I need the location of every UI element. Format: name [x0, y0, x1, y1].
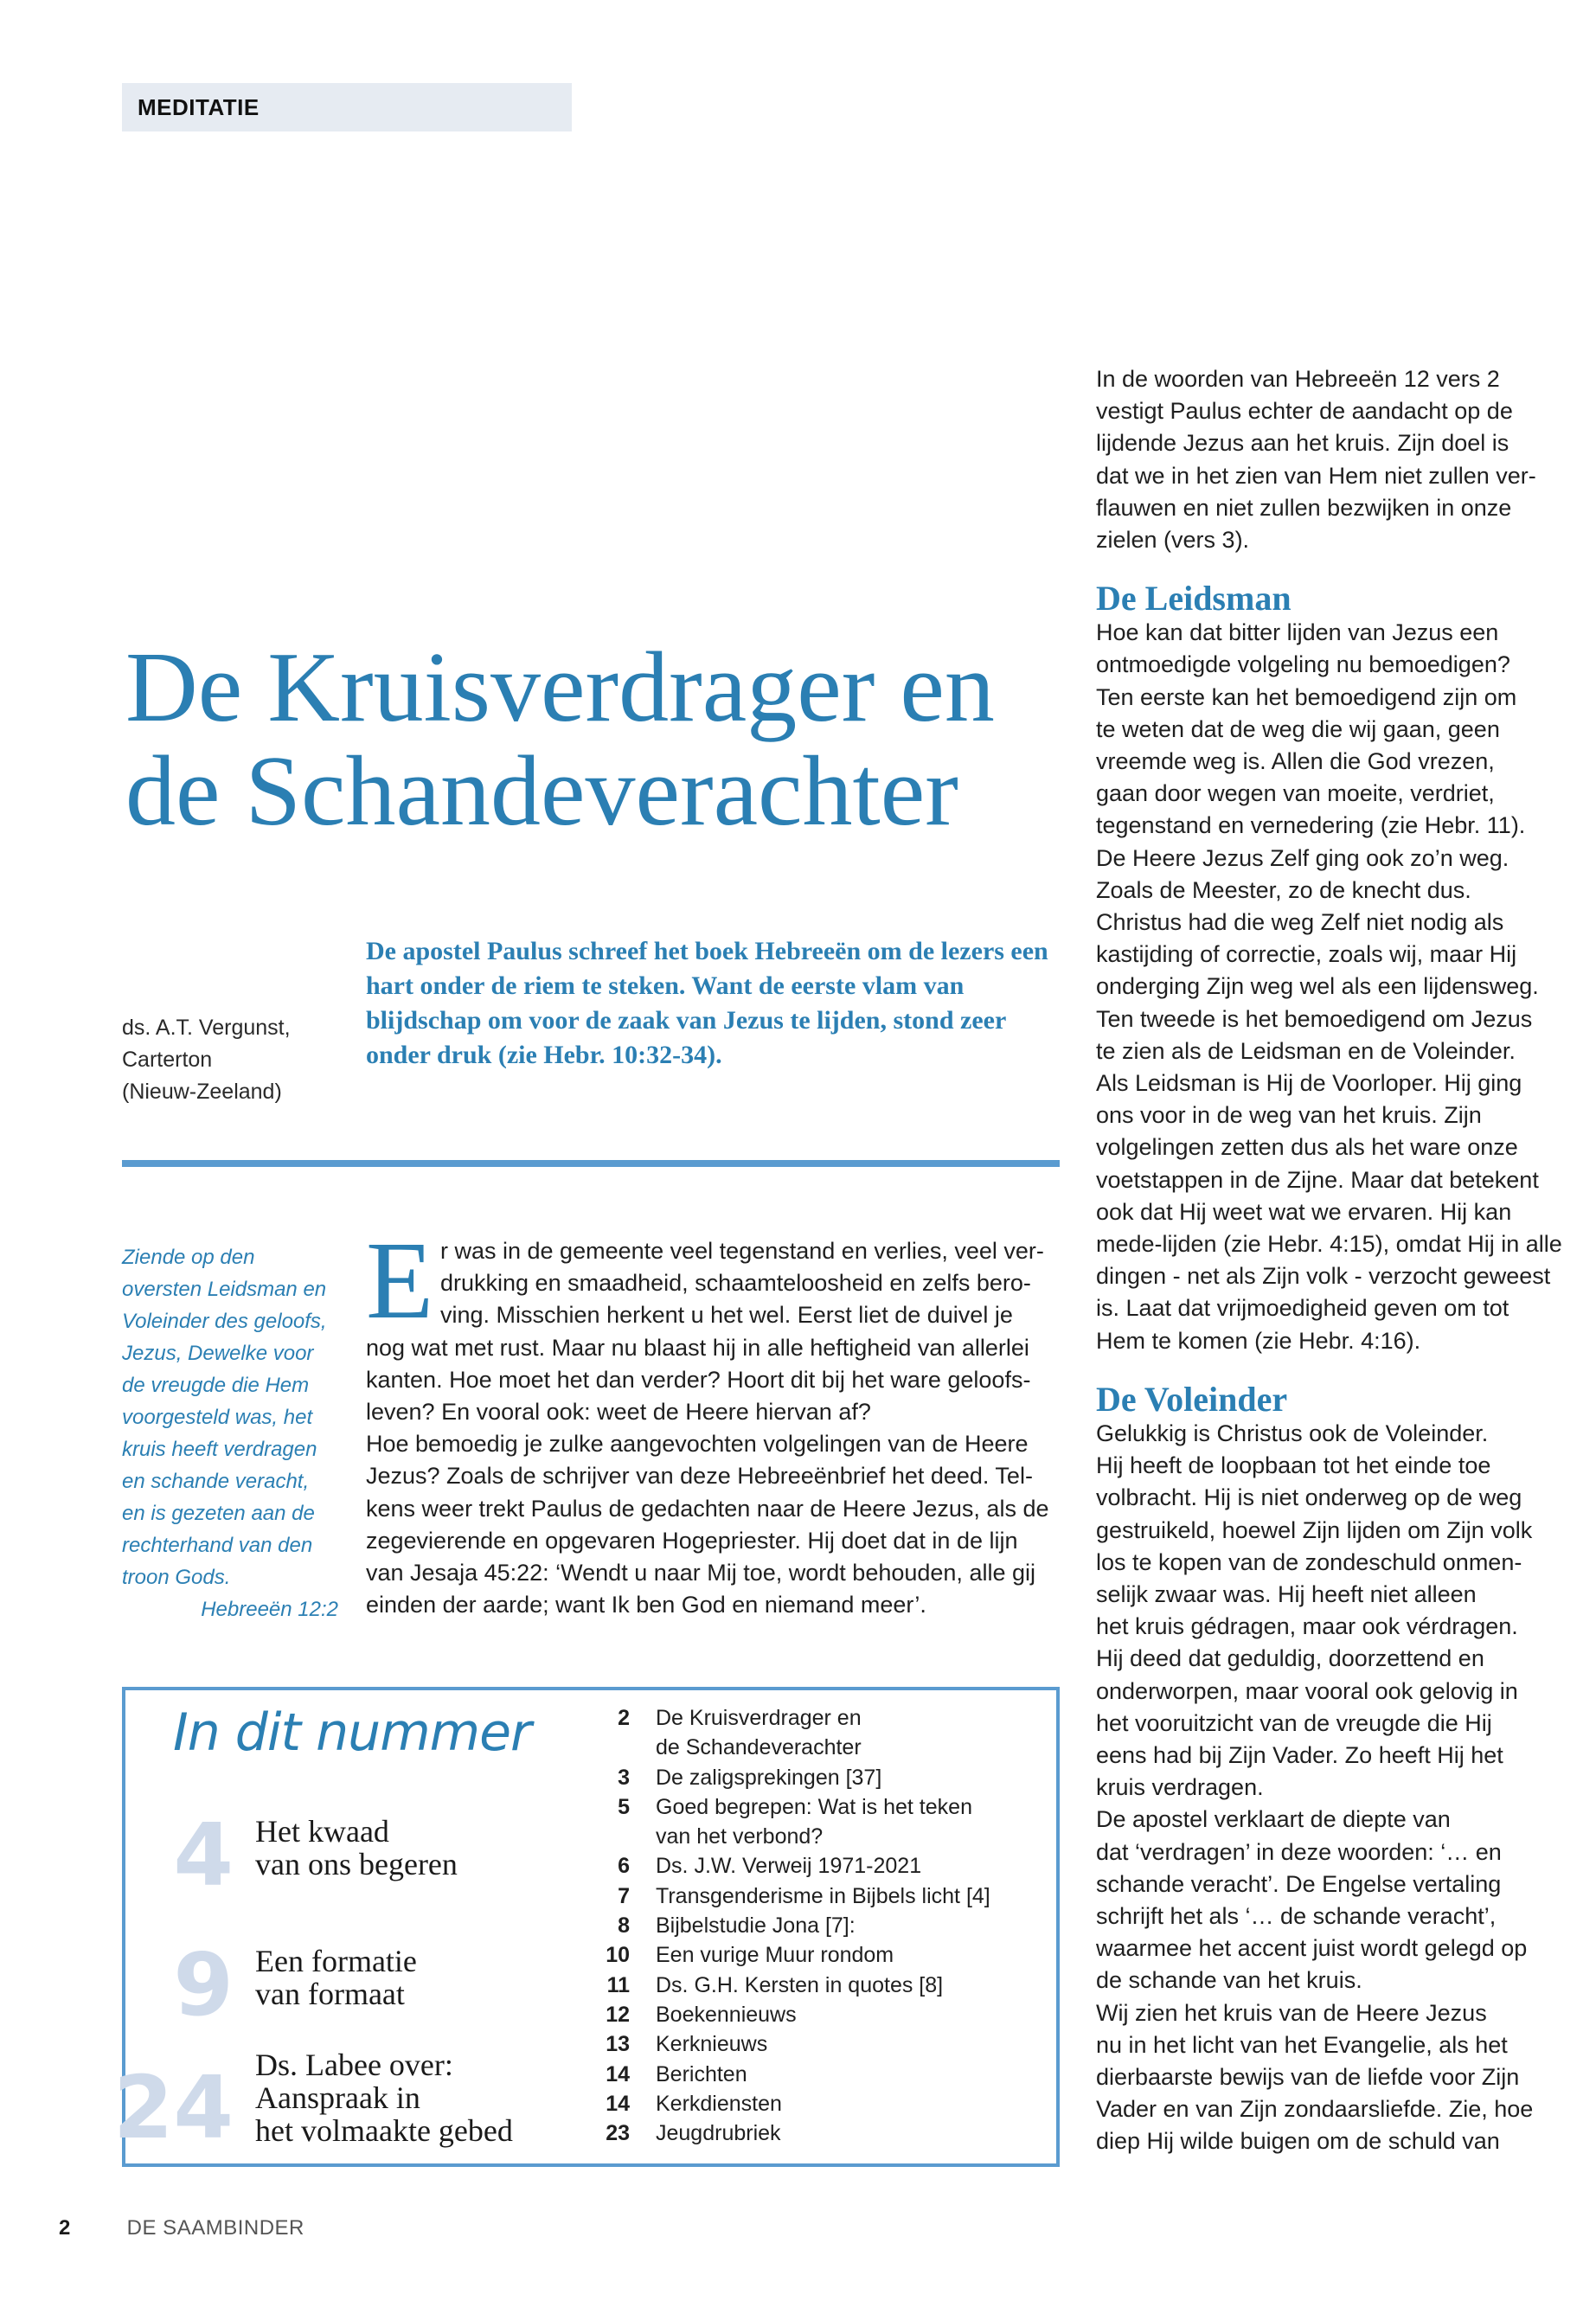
column-line: eens had bij Zijn Vader. Zo heeft Hij het: [1096, 1741, 1503, 1768]
drop-cap: E: [366, 1219, 434, 1342]
column-line: diep Hij wilde buigen om de schuld van: [1096, 2128, 1500, 2155]
page-number: 2: [59, 2216, 71, 2240]
feature-page-number: 4: [173, 1804, 234, 1906]
toc-page: 10: [606, 1943, 630, 1968]
quote-line: Ziende op den: [122, 1246, 255, 1269]
feature-line: Het kwaad: [255, 1814, 389, 1849]
toc-title-line: Ds. G.H. Kersten in quotes [8]: [656, 1972, 944, 1997]
toc-page: 14: [606, 2061, 630, 2086]
toc-page: 5: [618, 1794, 630, 1819]
toc-feature[interactable]: [130, 1934, 580, 2041]
toc-title-line: Bijbelstudie Jona [7]:: [656, 1913, 856, 1939]
column-line: volbracht. Hij is niet onderweg op de weg: [1096, 1484, 1522, 1511]
column-line: vestigt Paulus echter de aandacht op de: [1096, 398, 1513, 425]
column-line: dingen - net als Zijn volk - verzocht geweest: [1096, 1263, 1551, 1290]
feature-line: van formaat: [255, 1977, 405, 2011]
intro-paragraph: [1096, 363, 1546, 556]
feature-title: [255, 1945, 417, 2010]
column-line: het kruis gédragen, maar ook vérdragen.: [1096, 1613, 1518, 1640]
column-line: mede-lijden (zie Hebr. 4:15), omdat Hij in alle: [1096, 1231, 1562, 1258]
body-line: r was in de gemeente veel tegenstand en verlies, veel ver-: [440, 1238, 1044, 1264]
toc-page: 12: [606, 2002, 630, 2027]
column-line: Hem te komen (zie Hebr. 4:16).: [1096, 1327, 1421, 1354]
magazine-name: DE SAAMBINDER: [126, 2216, 304, 2240]
column-line: te weten dat de weg die wij gaan, geen: [1096, 715, 1500, 742]
feature-line: Ds. Labee over:: [255, 2048, 453, 2082]
column-line: waarmee het accent juist wordt gelegd op: [1096, 1935, 1528, 1962]
toc-title: [656, 1851, 1047, 1881]
toc-page: 11: [606, 1972, 630, 1997]
body-line: kanten. Hoe moet het dan verder? Hoort dit bij het ware geloofs-: [366, 1366, 1031, 1393]
column-line: is. Laat dat vrijmoedigheid geven om tot: [1096, 1295, 1509, 1322]
toc-title-line: De zaligsprekingen [37]: [656, 1765, 882, 1790]
divider-rule: [122, 1160, 1060, 1167]
section-label: MEDITATIE: [122, 83, 572, 131]
toc-list: [597, 1703, 1047, 2148]
column-line: Als Leidsman is Hij de Voorloper. Hij ging: [1096, 1070, 1522, 1097]
toc-item[interactable]: [597, 2089, 1047, 2118]
feature-page-number: 24: [112, 2057, 234, 2158]
column-line: De apostel verklaart de diepte van: [1096, 1806, 1451, 1833]
toc-item[interactable]: [597, 1940, 1047, 1970]
feature-line: Aanspraak in: [255, 2080, 420, 2115]
toc-item[interactable]: [597, 2000, 1047, 2029]
toc-title-line: Boekennieuws: [656, 2002, 797, 2027]
column-line: De Heere Jezus Zelf ging ook zo’n weg.: [1096, 844, 1509, 871]
feature-line: Een formatie: [255, 1944, 417, 1978]
article-title: [125, 632, 1077, 847]
body-line: ving. Misschien herkent u het wel. Eerst liet de duivel je: [440, 1302, 1013, 1329]
toc-title: [656, 1971, 1047, 2000]
column-line: dat ‘verdragen’ in deze woorden: ‘… en: [1096, 1838, 1502, 1865]
toc-title-line: de Schandeverachter: [656, 1735, 862, 1760]
column-line: lijdende Jezus aan het kruis. Zijn doel is: [1096, 430, 1509, 457]
quote-line: voorgesteld was, het: [122, 1406, 313, 1429]
toc-page: 14: [606, 2091, 630, 2116]
quote-line: troon Gods.: [122, 1566, 231, 1589]
column-line: selijk zwaar was. Hij heeft niet alleen: [1096, 1580, 1477, 1607]
column-line: Zoals de Meester, zo de knecht dus.: [1096, 876, 1471, 903]
quote-line: de vreugde die Hem: [122, 1374, 310, 1397]
column-line: Ten tweede is het bemoedigend om Jezus: [1096, 1005, 1533, 1032]
toc-page: 2: [618, 1706, 630, 1730]
column-line: Vader en van Zijn zondaarsliefde. Zie, hoe: [1096, 2096, 1534, 2123]
body-line: van Jesaja 45:22: ‘Wendt u naar Mij toe, wordt behouden, alle gij: [366, 1560, 1035, 1586]
toc-feature[interactable]: [130, 1804, 580, 1912]
toc-title: [656, 2089, 1047, 2118]
toc-item[interactable]: [597, 1703, 1047, 1763]
toc-item[interactable]: [597, 1971, 1047, 2000]
bible-quote: [122, 1241, 338, 1625]
toc-page: 13: [606, 2032, 630, 2057]
column-line: volgelingen zetten dus als het ware onze: [1096, 1134, 1518, 1161]
quote-line: Jezus, Dewelke voor: [122, 1342, 314, 1365]
quote-line: en schande veracht,: [122, 1470, 310, 1493]
toc-title-line: Goed begrepen: Wat is het teken: [656, 1794, 972, 1819]
toc-page: 8: [618, 1913, 630, 1939]
toc-title-line: De Kruisverdrager en: [656, 1706, 862, 1730]
feature-title: [255, 2048, 513, 2147]
body-line: drukking en smaadheid, schaamteloosheid en zelfs bero-: [440, 1270, 1031, 1297]
toc-item[interactable]: [597, 1763, 1047, 1792]
body-line: kens weer trekt Paulus de gedachten naar de Heere Jezus, als de: [366, 1495, 1049, 1522]
column-line: Hij deed dat geduldig, doorzettend en: [1096, 1645, 1484, 1672]
column-line: het vooruitzicht van de vreugde die Hij: [1096, 1709, 1492, 1736]
feature-title: [255, 1815, 458, 1881]
article-lead: De apostel Paulus schreef het boek Hebreeën om de lezers een hart onder de riem te steken. Want de eerste vlam van blijdschap om voor de zaak van Jezus te lijden, stond zeer onder druk (zie Hebr. 10:32-34).: [366, 937, 1048, 1069]
quote-line: oversten Leidsman en: [122, 1278, 327, 1301]
column-line: voetstappen in de Zijne. Maar dat betekent: [1096, 1166, 1539, 1193]
column-line: Christus had die weg Zelf niet nodig als: [1096, 909, 1504, 936]
author-place: Carterton: [122, 1048, 213, 1072]
toc-item[interactable]: [597, 1851, 1047, 1881]
author-country: (Nieuw-Zeeland): [122, 1080, 282, 1104]
toc-item[interactable]: [597, 2060, 1047, 2089]
feature-page-number: 9: [173, 1934, 234, 2035]
column-line: Hoe kan dat bitter lijden van Jezus een: [1096, 619, 1499, 646]
column-line: schande veracht’. De Engelse vertaling: [1096, 1870, 1502, 1897]
toc-title-line: Kerknieuws: [656, 2032, 768, 2057]
column-line: ook dat Hij weet wat we ervaren. Hij kan: [1096, 1198, 1512, 1225]
column-line: nu in het licht van het Evangelie, als het: [1096, 2031, 1508, 2058]
toc-title: [656, 1940, 1047, 1970]
toc-title: [656, 2000, 1047, 2029]
column-line: Gelukkig is Christus ook de Voleinder.: [1096, 1420, 1489, 1446]
toc-title: [656, 2029, 1047, 2059]
quote-line: en is gezeten aan de: [122, 1502, 315, 1525]
column-line: zielen (vers 3).: [1096, 527, 1250, 554]
toc-title: [656, 1792, 1047, 1852]
toc-title: [656, 2060, 1047, 2089]
toc-page: 7: [618, 1883, 630, 1908]
column-line: gaan door wegen van moeite, verdriet,: [1096, 780, 1495, 807]
body-line: einden der aarde; want Ik ben God en niemand meer’.: [366, 1592, 926, 1618]
toc-title-line: Ds. J.W. Verweij 1971-2021: [656, 1854, 922, 1879]
column-line: vreemde weg is. Allen die God vrezen,: [1096, 748, 1495, 775]
section-leidsman: [1096, 617, 1562, 1357]
quote-line: rechterhand van den: [122, 1534, 313, 1557]
toc-title: [656, 1881, 1047, 1911]
column-line: dat we in het zien van Hem niet zullen ver-: [1096, 462, 1536, 489]
toc-title-line: Kerkdiensten: [656, 2091, 782, 2116]
toc-title: [656, 2118, 1047, 2148]
toc-item[interactable]: [597, 1881, 1047, 1911]
toc-page: 23: [606, 2121, 630, 2146]
toc-page: 3: [618, 1765, 630, 1790]
toc-title-line: van het verbond?: [656, 1824, 824, 1849]
column-line: In de woorden van Hebreeën 12 vers 2: [1096, 366, 1500, 392]
body-line: zegevierende en opgevaren Hogepriester. Hij doet dat in de lijn: [366, 1527, 1018, 1554]
toc-item[interactable]: [597, 2029, 1047, 2059]
toc-title: [656, 1911, 1047, 1940]
toc-title-line: Een vurige Muur rondom: [656, 1943, 894, 1968]
column-line: flauwen en niet zullen bezwijken in onze: [1096, 494, 1512, 521]
right-column: [1096, 363, 1562, 2158]
title-line-2: de Schandeverachter: [125, 736, 958, 847]
body-line: Hoe bemoedig je zulke aangevochten volgelingen van de Heere: [366, 1431, 1029, 1458]
column-line: onderging Zijn weg wel als een lijdensweg.: [1096, 973, 1539, 1000]
body-line: nog wat met rust. Maar nu blaast hij in alle heftigheid van allerlei: [366, 1334, 1029, 1361]
column-line: kastijding of correctie, zoals wij, maar Hij: [1096, 941, 1517, 968]
column-line: onderworpen, maar vooral ook gelovig in: [1096, 1677, 1518, 1704]
toc-feature[interactable]: [112, 2041, 580, 2158]
column-line: dierbaarste bewijs van de liefde voor Zijn: [1096, 2063, 1520, 2090]
section-voleinder: [1096, 1418, 1546, 2158]
toc-item[interactable]: [597, 2118, 1047, 2148]
subheading-voleinder: De Voleinder: [1096, 1379, 1288, 1419]
column-line: tegenstand en vernedering (zie Hebr. 11).: [1096, 812, 1526, 839]
quote-line: kruis heeft verdragen: [122, 1438, 317, 1461]
article-body: [366, 1219, 1060, 1621]
toc-item[interactable]: [597, 1911, 1047, 1940]
feature-line: van ons begeren: [255, 1847, 458, 1881]
toc-title-line: Transgenderisme in Bijbels licht [4]: [656, 1883, 990, 1908]
toc-title: [656, 1763, 1047, 1792]
column-line: ontmoedigde volgeling nu bemoedigen?: [1096, 651, 1510, 678]
column-line: gestruikeld, hoewel Zijn lijden om Zijn volk: [1096, 1516, 1533, 1543]
column-line: de schande van het kruis.: [1096, 1967, 1362, 1994]
subheading-leidsman: De Leidsman: [1096, 579, 1292, 619]
toc-item[interactable]: [597, 1792, 1047, 1852]
column-line: te zien als de Leidsman en de Voleinder.: [1096, 1037, 1516, 1064]
column-line: kruis verdragen.: [1096, 1774, 1264, 1801]
author-byline: [122, 1012, 338, 1108]
toc-title-line: Jeugdrubriek: [656, 2121, 781, 2146]
body-line: leven? En vooral ook: weet de Heere hiervan af?: [366, 1399, 871, 1426]
column-line: Hij heeft de loopbaan tot het einde toe: [1096, 1452, 1491, 1479]
feature-line: het volmaakte gebed: [255, 2113, 513, 2148]
toc-title-line: Berichten: [656, 2061, 747, 2086]
title-line-1: De Kruisverdrager en: [125, 632, 995, 743]
column-line: ons voor in de weg van het kruis. Zijn: [1096, 1102, 1482, 1129]
body-line: Jezus? Zoals de schrijver van deze Hebreeënbrief het deed. Tel-: [366, 1463, 1033, 1490]
page-footer: [59, 2216, 304, 2240]
toc-page: 6: [618, 1854, 630, 1879]
author-name: ds. A.T. Vergunst,: [122, 1016, 291, 1040]
column-line: schrijft het als ‘… de schande veracht’,: [1096, 1902, 1497, 1929]
column-line: los te kopen van de zondeschuld onmen-: [1096, 1548, 1522, 1575]
toc-title: [656, 1703, 1047, 1763]
column-line: Wij zien het kruis van de Heere Jezus: [1096, 1999, 1487, 2026]
quote-reference: Hebreeën 12:2: [201, 1598, 338, 1621]
column-line: Ten eerste kan het bemoedigend zijn om: [1096, 683, 1517, 710]
toc-heading: In dit nummer: [173, 1702, 531, 1763]
quote-line: Voleinder des geloofs,: [122, 1310, 327, 1333]
